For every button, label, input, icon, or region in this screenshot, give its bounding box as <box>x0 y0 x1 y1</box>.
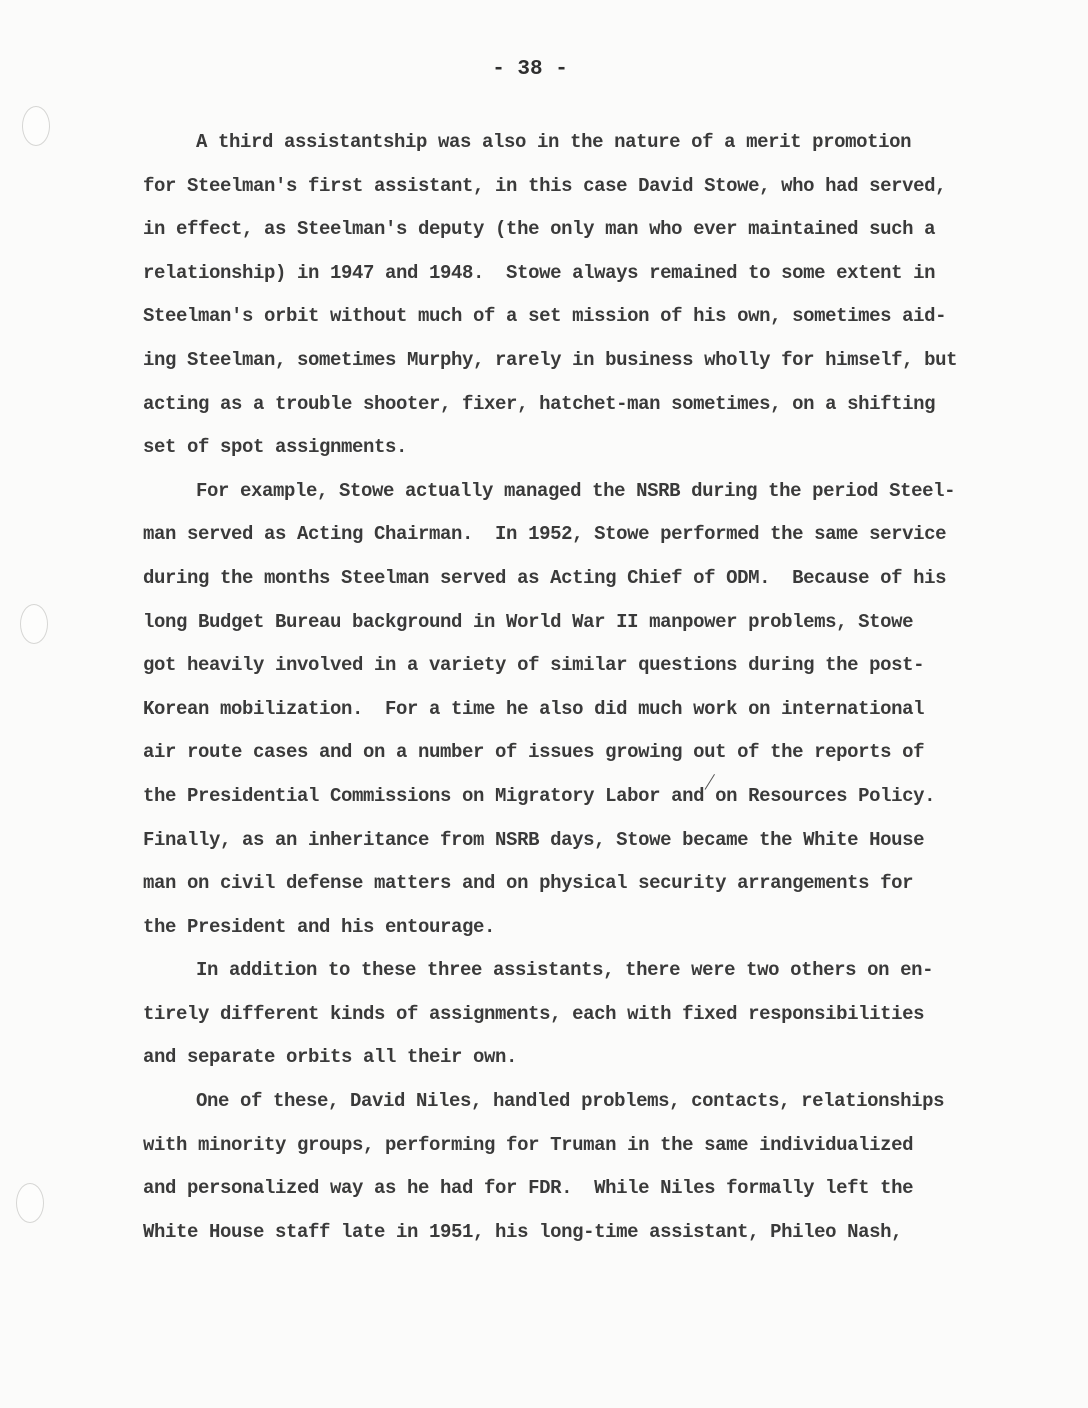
text-line: Steelman's orbit without much of a set mission of his own, sometimes aid- <box>143 305 947 328</box>
paragraph-1 <box>143 121 958 470</box>
text-line: acting as a trouble shooter, fixer, hatchet-man sometimes, on a shifting <box>143 392 936 415</box>
text-line: relationship) in 1947 and 1948. Stowe always remained to some extent in <box>143 261 936 284</box>
punch-hole <box>22 106 50 146</box>
text-line: and personalized way as he had for FDR. While Niles formally left the <box>143 1177 914 1200</box>
paragraph-4 <box>143 1080 955 1254</box>
text-line: Finally, as an inheritance from NSRB days, Stowe became the White House <box>143 828 925 851</box>
punch-hole <box>16 1183 44 1223</box>
text-line: and separate orbits all their own. <box>143 1046 518 1069</box>
paragraph-2 <box>143 470 955 950</box>
text-line: air route cases and on a number of issues growing out of the reports of <box>143 741 925 764</box>
text-line: White House staff late in 1951, his long-time assistant, Phileo Nash, <box>143 1220 903 1243</box>
text-line: tirely different kinds of assignments, each with fixed responsibilities <box>143 1002 925 1025</box>
text-line: Korean mobilization. For a time he also did much work on international <box>143 697 925 720</box>
text-line: for Steelman's first assistant, in this case David Stowe, who had served, <box>143 174 947 197</box>
text-line: One of these, David Niles, handled problems, contacts, relationships <box>196 1090 945 1113</box>
text-line: In addition to these three assistants, there were two others on en- <box>196 959 934 982</box>
paragraph-3 <box>143 949 955 1080</box>
text-line: For example, Stowe actually managed the NSRB during the period Steel- <box>196 479 956 502</box>
text-line: man served as Acting Chairman. In 1952, Stowe performed the same service <box>143 523 947 546</box>
text-line: the President and his entourage. <box>143 915 496 938</box>
text-line: in effect, as Steelman's deputy (the only man who ever maintained such a <box>143 218 936 241</box>
body-text <box>143 121 958 1254</box>
text-line: man on civil defense matters and on physical security arrangements for <box>143 872 914 895</box>
text-line: A third assistantship was also in the nature of a merit promotion <box>196 131 912 153</box>
text-line: set of spot assignments. <box>143 436 408 459</box>
text-line: with minority groups, performing for Truman in the same individualized <box>143 1133 914 1156</box>
page-number: - 38 - <box>492 58 568 81</box>
text-line: during the months Steelman served as Acting Chief of ODM. Because of his <box>143 566 947 589</box>
text-line: got heavily involved in a variety of similar questions during the post- <box>143 654 925 677</box>
text-line: the Presidential Commissions on Migratory Labor and on Resources Policy. <box>143 784 936 807</box>
text-line: ing Steelman, sometimes Murphy, rarely in business wholly for himself, but <box>143 348 958 371</box>
text-line: long Budget Bureau background in World War II manpower problems, Stowe <box>143 610 914 633</box>
punch-hole <box>20 604 48 644</box>
